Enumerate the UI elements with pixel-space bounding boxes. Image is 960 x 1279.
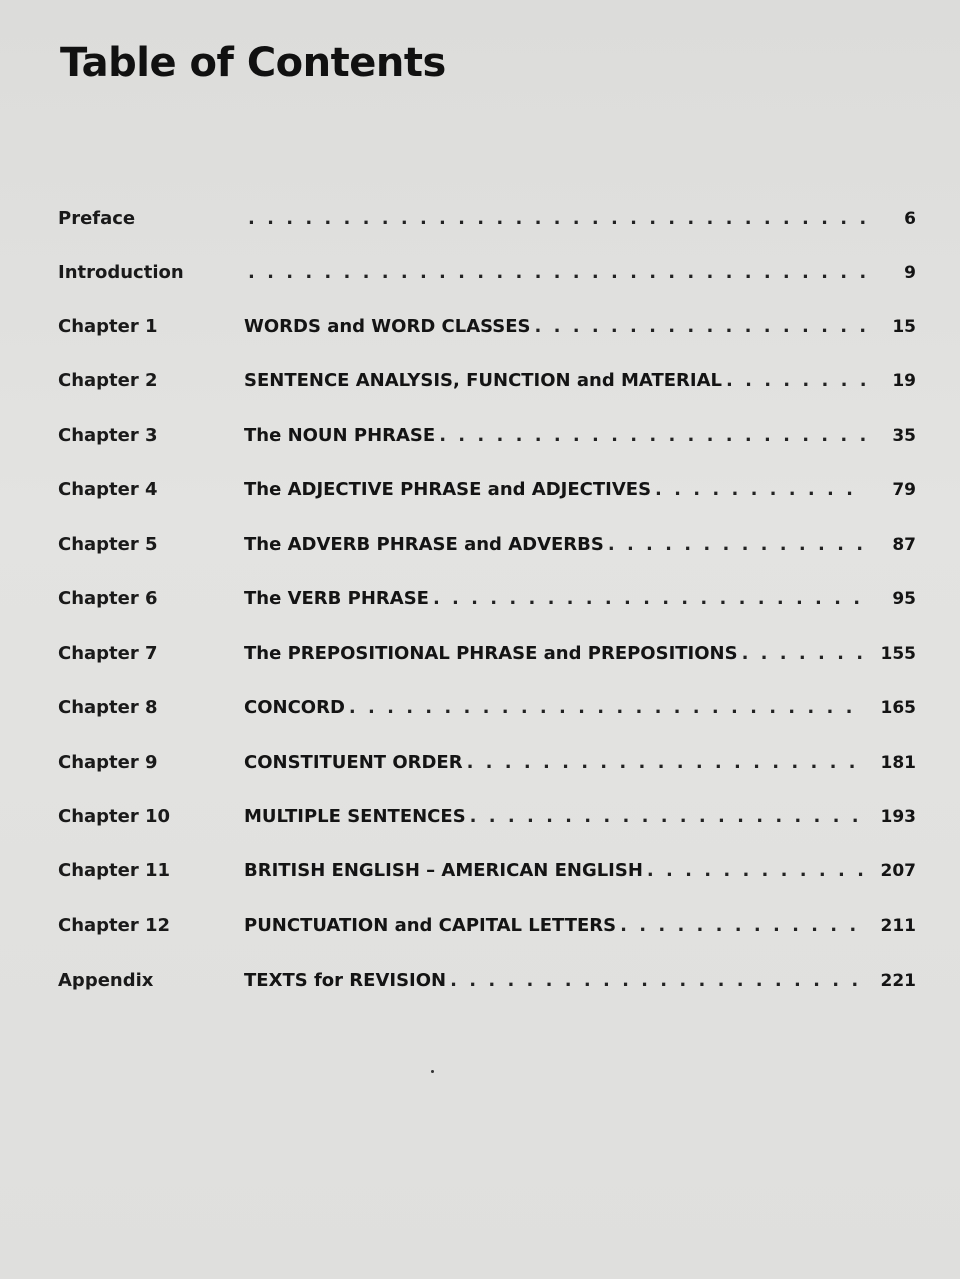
dot-leader	[647, 860, 866, 881]
toc-entry-label: Chapter 2	[58, 370, 158, 391]
toc-entry	[58, 479, 916, 519]
toc-entry-label: Appendix	[58, 970, 154, 991]
toc-entry-title: SENTENCE ANALYSIS, FUNCTION and MATERIAL	[244, 370, 722, 391]
toc-entry	[58, 316, 916, 356]
page-title: Table of Contents	[60, 40, 446, 86]
dot-leader	[620, 915, 866, 936]
toc-entry-page: 221	[880, 971, 916, 991]
toc-entry-label: Chapter 1	[58, 316, 158, 337]
toc-entry	[58, 970, 916, 1010]
toc-entry-page: 9	[904, 263, 916, 283]
toc-entry-label: Chapter 12	[58, 915, 171, 936]
toc-entry-page: 95	[892, 589, 916, 609]
toc-entry	[58, 697, 916, 737]
toc-entry-title: PUNCTUATION and CAPITAL LETTERS	[244, 915, 617, 936]
dot-leader	[742, 643, 866, 664]
toc-entry-page: 211	[880, 916, 916, 936]
toc-entry-page: 155	[880, 644, 916, 664]
toc-entry-page: 193	[880, 807, 916, 827]
toc-entry-title: CONSTITUENT ORDER	[244, 752, 463, 773]
dot-leader	[439, 425, 866, 446]
toc-entry	[58, 860, 916, 900]
toc-entry-title: The VERB PHRASE	[244, 588, 429, 609]
toc-entry-label: Chapter 3	[58, 425, 158, 446]
toc-entry-label: Chapter 6	[58, 588, 158, 609]
toc-entry-title: The ADVERB PHRASE and ADVERBS	[244, 534, 604, 555]
dot-leader	[433, 588, 866, 609]
toc-entry	[58, 752, 916, 792]
toc-entry-title: BRITISH ENGLISH – AMERICAN ENGLISH	[244, 860, 643, 881]
dot-leader	[535, 316, 866, 337]
toc-entry-label: Introduction	[58, 262, 184, 283]
toc-entry	[58, 370, 916, 410]
toc-entry-page: 165	[880, 698, 916, 718]
toc-entry-label: Chapter 5	[58, 534, 158, 555]
dot-leader	[470, 806, 866, 827]
toc-entry-label: Chapter 11	[58, 860, 171, 881]
toc-entry-page: 6	[904, 209, 916, 229]
toc-entry	[58, 208, 916, 248]
toc-entry-label: Chapter 8	[58, 697, 158, 718]
dot-leader	[655, 479, 866, 500]
toc-entry-title: MULTIPLE SENTENCES	[244, 806, 466, 827]
toc-entry	[58, 915, 916, 955]
toc-entry	[58, 643, 916, 683]
toc-entry-page: 15	[892, 317, 916, 337]
dot-leader	[608, 534, 866, 555]
toc-entry	[58, 262, 916, 302]
dot-leader	[248, 208, 866, 229]
toc-entry-label: Preface	[58, 208, 136, 229]
toc-entry-page: 181	[880, 753, 916, 773]
toc-entry	[58, 806, 916, 846]
dot-leader	[467, 752, 866, 773]
toc-entry-title: TEXTS for REVISION	[244, 970, 447, 991]
toc-entry-title: The NOUN PHRASE	[244, 425, 436, 446]
toc-entry-page: 35	[892, 426, 916, 446]
toc-entry-title: WORDS and WORD CLASSES	[244, 316, 531, 337]
toc-entry-label: Chapter 10	[58, 806, 171, 827]
toc-entry-page: 87	[892, 535, 916, 555]
toc-entry-title: The ADJECTIVE PHRASE and ADJECTIVES	[244, 479, 652, 500]
dot-leader	[450, 970, 866, 991]
toc-entry-label: Chapter 4	[58, 479, 158, 500]
paper-speck	[431, 1070, 434, 1073]
toc-entry-page: 207	[880, 861, 916, 881]
toc-entry-label: Chapter 7	[58, 643, 158, 664]
toc-entry-title: The PREPOSITIONAL PHRASE and PREPOSITIONS	[244, 643, 738, 664]
toc-entry-page: 79	[892, 480, 916, 500]
dot-leader	[726, 370, 866, 391]
toc-entry-page: 19	[892, 371, 916, 391]
toc-entry	[58, 588, 916, 628]
toc-entry-title: CONCORD	[244, 697, 345, 718]
toc-entry-label: Chapter 9	[58, 752, 158, 773]
dot-leader	[248, 262, 866, 283]
dot-leader	[349, 697, 866, 718]
toc-entry	[58, 425, 916, 465]
toc-entry	[58, 534, 916, 574]
